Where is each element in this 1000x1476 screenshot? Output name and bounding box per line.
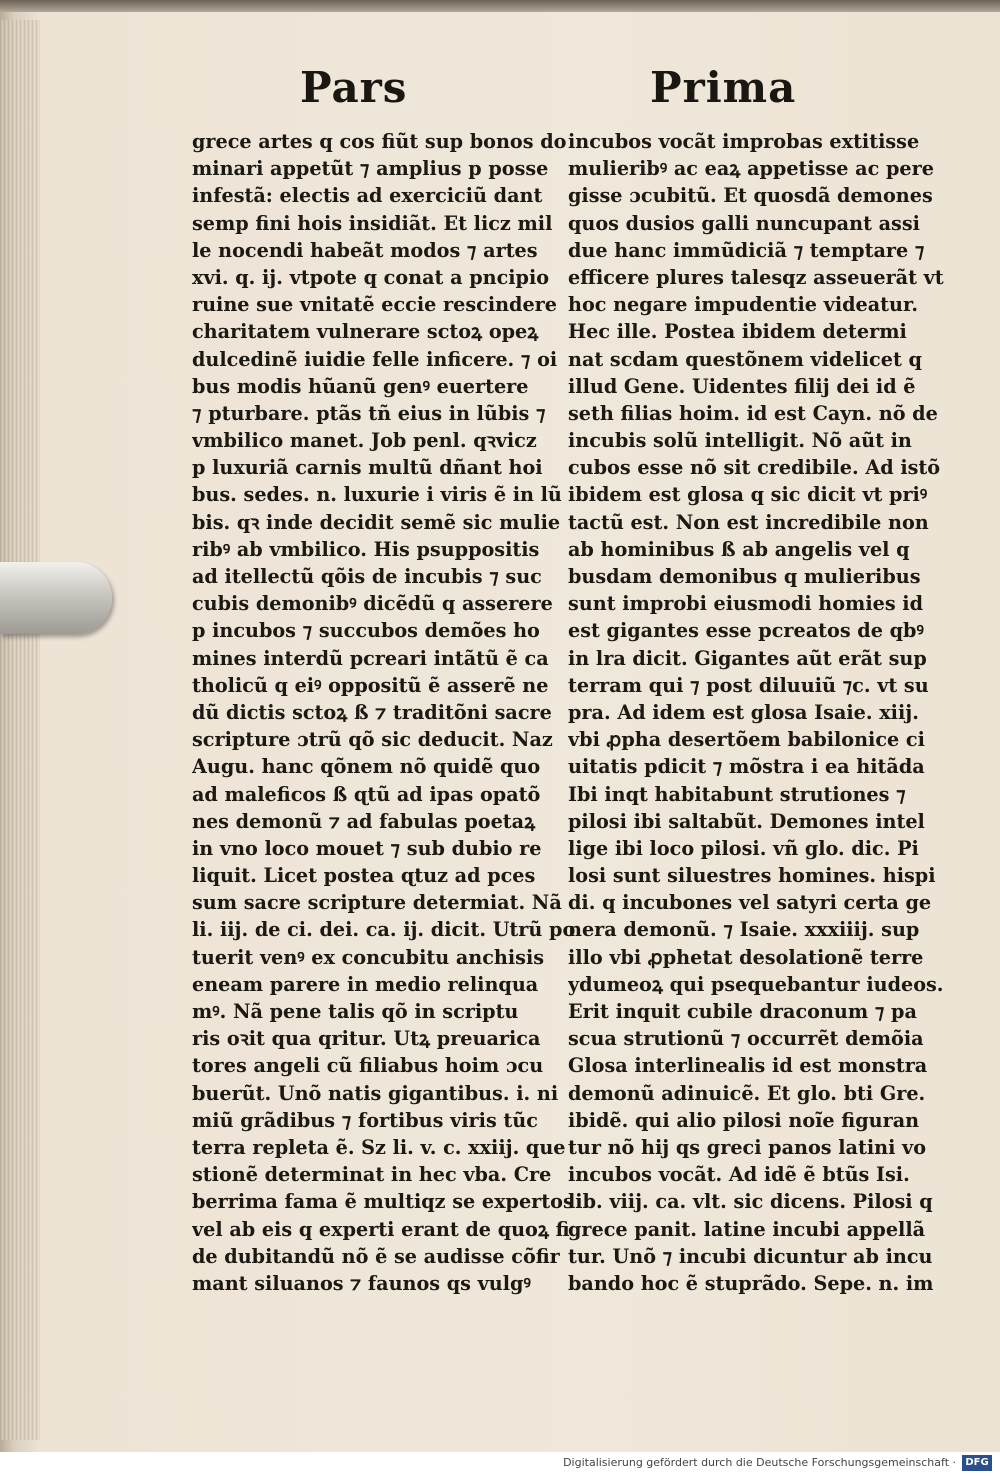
text-line: ad maleficos ß ɋtũ ad ipas opatõ xyxy=(192,782,541,806)
text-line: tur. Unõ ⁊ incubi dicuntur ab incu xyxy=(568,1244,933,1268)
text-line: ydumeoꝝ qui psequebantur iudeos. xyxy=(568,972,944,996)
text-line: liquit. Licet postea ɋtuz ad pces xyxy=(192,864,536,888)
text-line: lib. viij. ca. vlt. sic dicens. Pilosi q xyxy=(568,1190,933,1214)
text-line: Ibi inqt habitabunt strutiones ⁊ xyxy=(568,782,906,806)
running-head-right: Prima xyxy=(650,63,797,112)
text-line: quos dusios galli nuncupant assi xyxy=(568,211,920,235)
text-line: miũ grãdibus ⁊ fortibus viris tũc xyxy=(192,1108,538,1132)
text-line: eneam parere in medio relinqua xyxy=(192,972,539,996)
text-line: sunt improbi eiusmodi homies id xyxy=(568,592,924,616)
text-line: Erit inquit cubile draconum ⁊ pa xyxy=(568,1000,917,1023)
dfg-logo: DFG xyxy=(962,1455,992,1471)
text-line: bus. sedes. n. luxurie i viris ẽ in lũ xyxy=(192,483,562,507)
text-line: xvi. q. ij. vtpote q conat a pncipio xyxy=(192,265,550,289)
text-line: ab hominibus ß ab angelis vel q xyxy=(568,537,910,561)
text-line: charitatem vulnerare sctoꝝ opeꝝ xyxy=(192,320,539,344)
text-line: tores angeli cũ filiabus hoim ɔcu xyxy=(192,1054,544,1078)
text-line: efficere plures talesqz asseuerãt vt xyxy=(568,265,944,289)
text-line: est gigantes esse pcreatos de qbꝰ xyxy=(568,619,924,643)
text-line: mines interdũ pcreari intãtũ ẽ ca xyxy=(192,646,549,670)
text-line: mulieribꝰ ac eaꝝ appetisse ac pere xyxy=(568,157,934,181)
footer-bar xyxy=(0,1452,1000,1476)
text-line: ⁊ pturbare. ptãs tñ eius in lũbis ⁊ xyxy=(192,401,546,425)
text-line: nera demonũ. ⁊ Isaie. xxxiiij. sup xyxy=(568,918,920,942)
text-line: tur nõ hij qs greci panos latini vo xyxy=(568,1135,926,1159)
text-line: gisse ɔcubitũ. Et quosdã demones xyxy=(568,184,933,208)
text-line: berrima fama ẽ multiqz se expertos xyxy=(192,1190,574,1214)
text-line: nes demonũ ⁊ ad fabulas poetaꝝ xyxy=(192,809,536,833)
text-line: scripture ɔtrũ qõ sic deducit. Naz xyxy=(192,728,553,752)
text-line: ad itellectũ qõis de incubis ⁊ suc xyxy=(192,565,542,588)
text-line: mant siluanos ⁊ faunos qs vulgꝰ xyxy=(192,1271,531,1295)
book-clip xyxy=(0,562,112,634)
text-line: pilosi ibi saltabũt. Demones intel xyxy=(568,809,925,833)
text-line: infestã: electis ad exerciciũ dant xyxy=(192,184,543,208)
running-head-left: Pars xyxy=(300,63,408,112)
text-line: in vno loco mouet ⁊ sub dubio re xyxy=(192,836,542,860)
text-line: ibidẽ. qui alio pilosi noĩe figuran xyxy=(568,1108,920,1132)
text-line: p incubos ⁊ succubos demões ho xyxy=(192,619,540,643)
text-line: minari appetũt ⁊ amplius p posse xyxy=(192,157,549,181)
text-line: ris oꝛit qua qritur. Utꝝ preuarica xyxy=(192,1027,541,1051)
text-line: bando hoc ẽ stuprãdo. Sepe. n. im xyxy=(568,1271,934,1295)
text-line: vel ab eis q experti erant de quoꝝ fi xyxy=(192,1217,570,1241)
text-line: illo vbi ꝓphetat desolationẽ terre xyxy=(568,945,924,969)
text-line: Hec ille. Postea ibidem determi xyxy=(568,320,907,344)
text-line: de dubitandũ nõ ẽ se audisse cõfir xyxy=(192,1244,560,1268)
text-column-left xyxy=(192,128,582,1297)
text-line: grece panit. latine incubi appellã xyxy=(568,1217,926,1241)
text-line: scua strutionũ ⁊ occurrẽt demõia xyxy=(568,1027,924,1051)
text-line: tholicũ q eiꝰ oppositũ ẽ asserẽ ne xyxy=(192,673,549,697)
text-line: li. iij. de ci. dei. ca. ij. dicit. Utrũ po xyxy=(192,918,576,942)
text-line: uitatis pdicit ⁊ mõstra i ea hitãda xyxy=(568,755,925,779)
text-line: dũ dictis sctoꝝ ß ⁊ traditõni sacre xyxy=(192,700,552,724)
text-line: tuerit venꝰ ex concubitu anchisis xyxy=(192,945,545,969)
text-line: seth filias hoim. id est Cayn. nõ de xyxy=(568,401,938,425)
text-line: p luxuriã carnis multũ dñant hoi xyxy=(192,456,543,480)
text-column-right xyxy=(568,128,958,1297)
text-line: sum sacre scripture determiat. Nã xyxy=(192,891,562,915)
text-line: Glosa interlinealis id est monstra xyxy=(568,1054,928,1078)
text-line: terra repleta ẽ. Sz li. v. c. xxiij. que xyxy=(192,1135,566,1159)
text-line: hoc negare impudentie videatur. xyxy=(568,293,919,317)
text-line: incubis solũ intelligit. Nõ aũt in xyxy=(568,429,912,453)
funding-notice: Digitalisierung gefördert durch die Deutsche Forschungsgemeinschaft · xyxy=(563,1456,956,1469)
text-line: illud Gene. Uidentes filij dei id ẽ xyxy=(568,374,916,398)
text-line: bus modis hũanũ genꝰ euertere xyxy=(192,374,529,398)
text-line: ruine sue vnitatẽ eccie rescindere xyxy=(192,293,557,317)
text-line: di. q incubones vel satyri certa ge xyxy=(568,891,932,915)
text-line: tactũ est. Non est incredibile non xyxy=(568,510,929,534)
text-line: incubos vocãt. Ad idẽ ẽ btũs Isi. xyxy=(568,1163,910,1187)
text-line: terram qui ⁊ post diluuiũ ⁊c. vt su xyxy=(568,673,929,697)
text-line: nat scdam questõnem videlicet q xyxy=(568,347,922,371)
text-line: pra. Ad idem est glosa Isaie. xiij. xyxy=(568,700,919,724)
text-line: vbi ꝓpha desertõem babilonice ci xyxy=(568,728,925,752)
text-line: cubos esse nõ sit credibile. Ad istõ xyxy=(568,456,941,480)
text-line: Augu. hanc qõnem nõ quidẽ quo xyxy=(192,755,541,779)
text-line: bis. qꝛ inde decidit semẽ sic mulie xyxy=(192,510,561,534)
text-line: buerũt. Unõ natis gigantibus. i. ni xyxy=(192,1081,559,1105)
text-line: due hanc immũdiciã ⁊ temptare ⁊ xyxy=(568,238,925,262)
text-line: mꝰ. Nã pene talis qõ in scriptu xyxy=(192,1000,519,1023)
text-line: vmbilico manet. Job penl. qꝛvicz xyxy=(192,429,537,453)
scan-top-border xyxy=(0,0,1000,12)
text-line: grece artes q cos fiũt sup bonos do xyxy=(192,130,567,153)
text-line: ibidem est glosa q sic dicit vt priꝰ xyxy=(568,483,928,507)
text-line: stionẽ determinat in hec vba. Cre xyxy=(192,1163,552,1187)
book-page-edges xyxy=(0,20,40,1440)
text-line: in lra dicit. Gigantes aũt erãt sup xyxy=(568,646,927,670)
text-line: le nocendi habeãt modos ⁊ artes xyxy=(192,238,538,262)
text-line: incubos vocãt improbas extitisse xyxy=(568,130,920,153)
text-line: cubis demonibꝰ dicẽdũ q asserere xyxy=(192,592,553,616)
text-line: semp fini hois insidiãt. Et licz mil xyxy=(192,211,553,235)
text-line: dulcedinẽ iuidie felle inficere. ⁊ oi xyxy=(192,347,558,371)
text-line: losi sunt siluestres homines. hispi xyxy=(568,864,936,888)
text-line: ribꝰ ab vmbilico. His psuppositis xyxy=(192,537,540,561)
text-line: lige ibi loco pilosi. vñ glo. dic. Pi xyxy=(568,836,919,860)
text-line: demonũ adinuicẽ. Et glo. bti Gre. xyxy=(568,1081,926,1105)
text-line: busdam demonibus q mulieribus xyxy=(568,565,921,588)
